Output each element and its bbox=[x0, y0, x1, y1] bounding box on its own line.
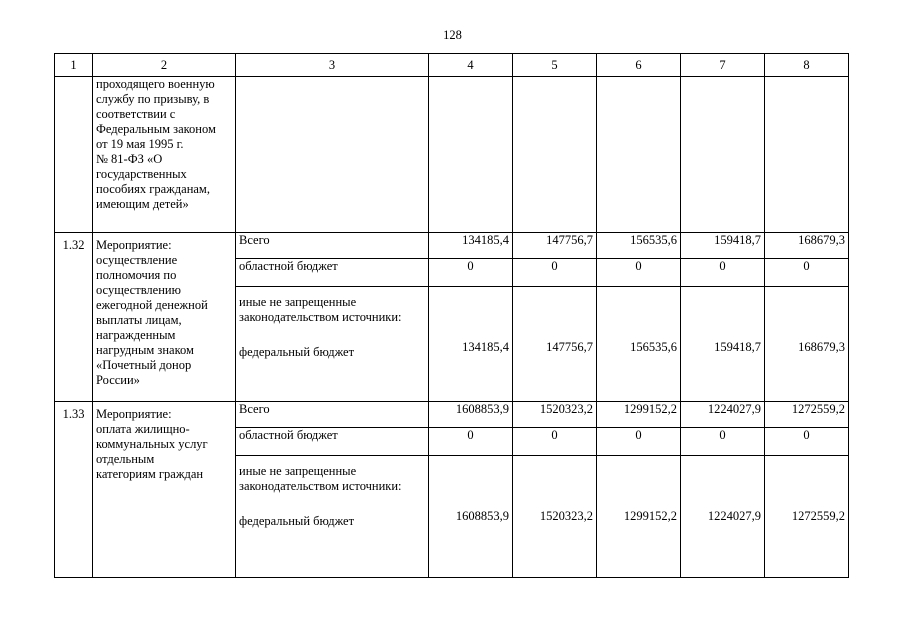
column-header: 6 bbox=[597, 54, 681, 77]
continuation-row bbox=[55, 77, 849, 233]
description-line: оплата жилищно- bbox=[96, 422, 190, 436]
description-line: пособиях гражданам, bbox=[96, 182, 210, 196]
description-line: Мероприятие: bbox=[96, 238, 172, 252]
description-line: службу по призыву, в bbox=[96, 92, 210, 106]
row-number bbox=[55, 77, 93, 233]
description-line: проходящего военную bbox=[96, 77, 215, 91]
row-number: 1.33 bbox=[55, 402, 93, 578]
value-cell: 1520323,2 bbox=[513, 402, 597, 428]
source-label-other: иные не запрещенные законодательством источники: федеральный бюджет bbox=[236, 456, 429, 578]
column-header: 2 bbox=[93, 54, 236, 77]
value-cell: 1224027,9 bbox=[681, 402, 765, 428]
description-line: соответствии с bbox=[96, 107, 176, 121]
row-number: 1.32 bbox=[55, 233, 93, 402]
value-cell: 0 bbox=[513, 428, 597, 456]
description-line: осуществление bbox=[96, 253, 178, 267]
description-line: выплаты лицам, bbox=[96, 313, 182, 327]
value-cell: 0 bbox=[429, 428, 513, 456]
value-cell: 168679,3 bbox=[765, 233, 849, 259]
value-cell: 1608853,9 bbox=[429, 456, 513, 578]
value-cell: 1608853,9 bbox=[429, 402, 513, 428]
value-cell: 134185,4 bbox=[429, 287, 513, 402]
source-label: федеральный бюджет bbox=[239, 345, 355, 359]
description-line: № 81-ФЗ «О bbox=[96, 152, 163, 166]
value-cell: 0 bbox=[765, 259, 849, 287]
budget-table bbox=[54, 53, 849, 578]
table-row bbox=[55, 402, 849, 428]
value-cell: 159418,7 bbox=[681, 287, 765, 402]
column-header: 8 bbox=[765, 54, 849, 77]
description-line: категориям граждан bbox=[96, 467, 204, 481]
column-header: 7 bbox=[681, 54, 765, 77]
value-cell: 0 bbox=[513, 259, 597, 287]
description-line: отдельным bbox=[96, 452, 155, 466]
value-cell: 1272559,2 bbox=[765, 402, 849, 428]
value-cell: 0 bbox=[597, 428, 681, 456]
source-label: федеральный бюджет bbox=[239, 514, 355, 528]
description-line: полномочия по bbox=[96, 268, 177, 282]
value-cell: 0 bbox=[765, 428, 849, 456]
column-header: 1 bbox=[55, 54, 93, 77]
column-header: 4 bbox=[429, 54, 513, 77]
value-cell: 0 bbox=[429, 259, 513, 287]
source-label-other: иные не запрещенные законодательством источники: федеральный бюджет bbox=[236, 287, 429, 402]
column-number-row bbox=[55, 54, 849, 77]
value-cell: 147756,7 bbox=[513, 287, 597, 402]
value-cell: 0 bbox=[681, 428, 765, 456]
description-line: «Почетный донор bbox=[96, 358, 192, 372]
measure-description bbox=[93, 233, 236, 402]
value-cell: 156535,6 bbox=[597, 233, 681, 259]
value-cell: 156535,6 bbox=[597, 287, 681, 402]
description-line: России» bbox=[96, 373, 140, 387]
value-cell: 159418,7 bbox=[681, 233, 765, 259]
column-header: 3 bbox=[236, 54, 429, 77]
description-line: Мероприятие: bbox=[96, 407, 172, 421]
measure-description bbox=[93, 402, 236, 578]
description-line: коммунальных услуг bbox=[96, 437, 208, 451]
continuation-description bbox=[93, 77, 236, 233]
description-line: государственных bbox=[96, 167, 187, 181]
source-label: областной бюджет bbox=[236, 428, 429, 456]
description-line: Федеральным законом bbox=[96, 122, 216, 136]
description-line: имеющим детей» bbox=[96, 197, 189, 211]
source-label: Всего bbox=[236, 402, 429, 428]
description-line: от 19 мая 1995 г. bbox=[96, 137, 184, 151]
source-label: Всего bbox=[236, 233, 429, 259]
value-cell: 168679,3 bbox=[765, 287, 849, 402]
description-line: осуществлению bbox=[96, 283, 181, 297]
value-cell: 0 bbox=[681, 259, 765, 287]
value-cell: 1272559,2 bbox=[765, 456, 849, 578]
value-cell: 134185,4 bbox=[429, 233, 513, 259]
description-line: награжденным bbox=[96, 328, 176, 342]
value-cell: 1520323,2 bbox=[513, 456, 597, 578]
value-cell: 147756,7 bbox=[513, 233, 597, 259]
page-number: 128 bbox=[443, 28, 462, 42]
description-line: нагрудным знаком bbox=[96, 343, 194, 357]
value-cell: 0 bbox=[597, 259, 681, 287]
value-cell: 1224027,9 bbox=[681, 456, 765, 578]
source-label: областной бюджет bbox=[236, 259, 429, 287]
value-cell: 1299152,2 bbox=[597, 456, 681, 578]
table-row bbox=[55, 233, 849, 259]
value-cell: 1299152,2 bbox=[597, 402, 681, 428]
column-header: 5 bbox=[513, 54, 597, 77]
description-line: ежегодной денежной bbox=[96, 298, 208, 312]
